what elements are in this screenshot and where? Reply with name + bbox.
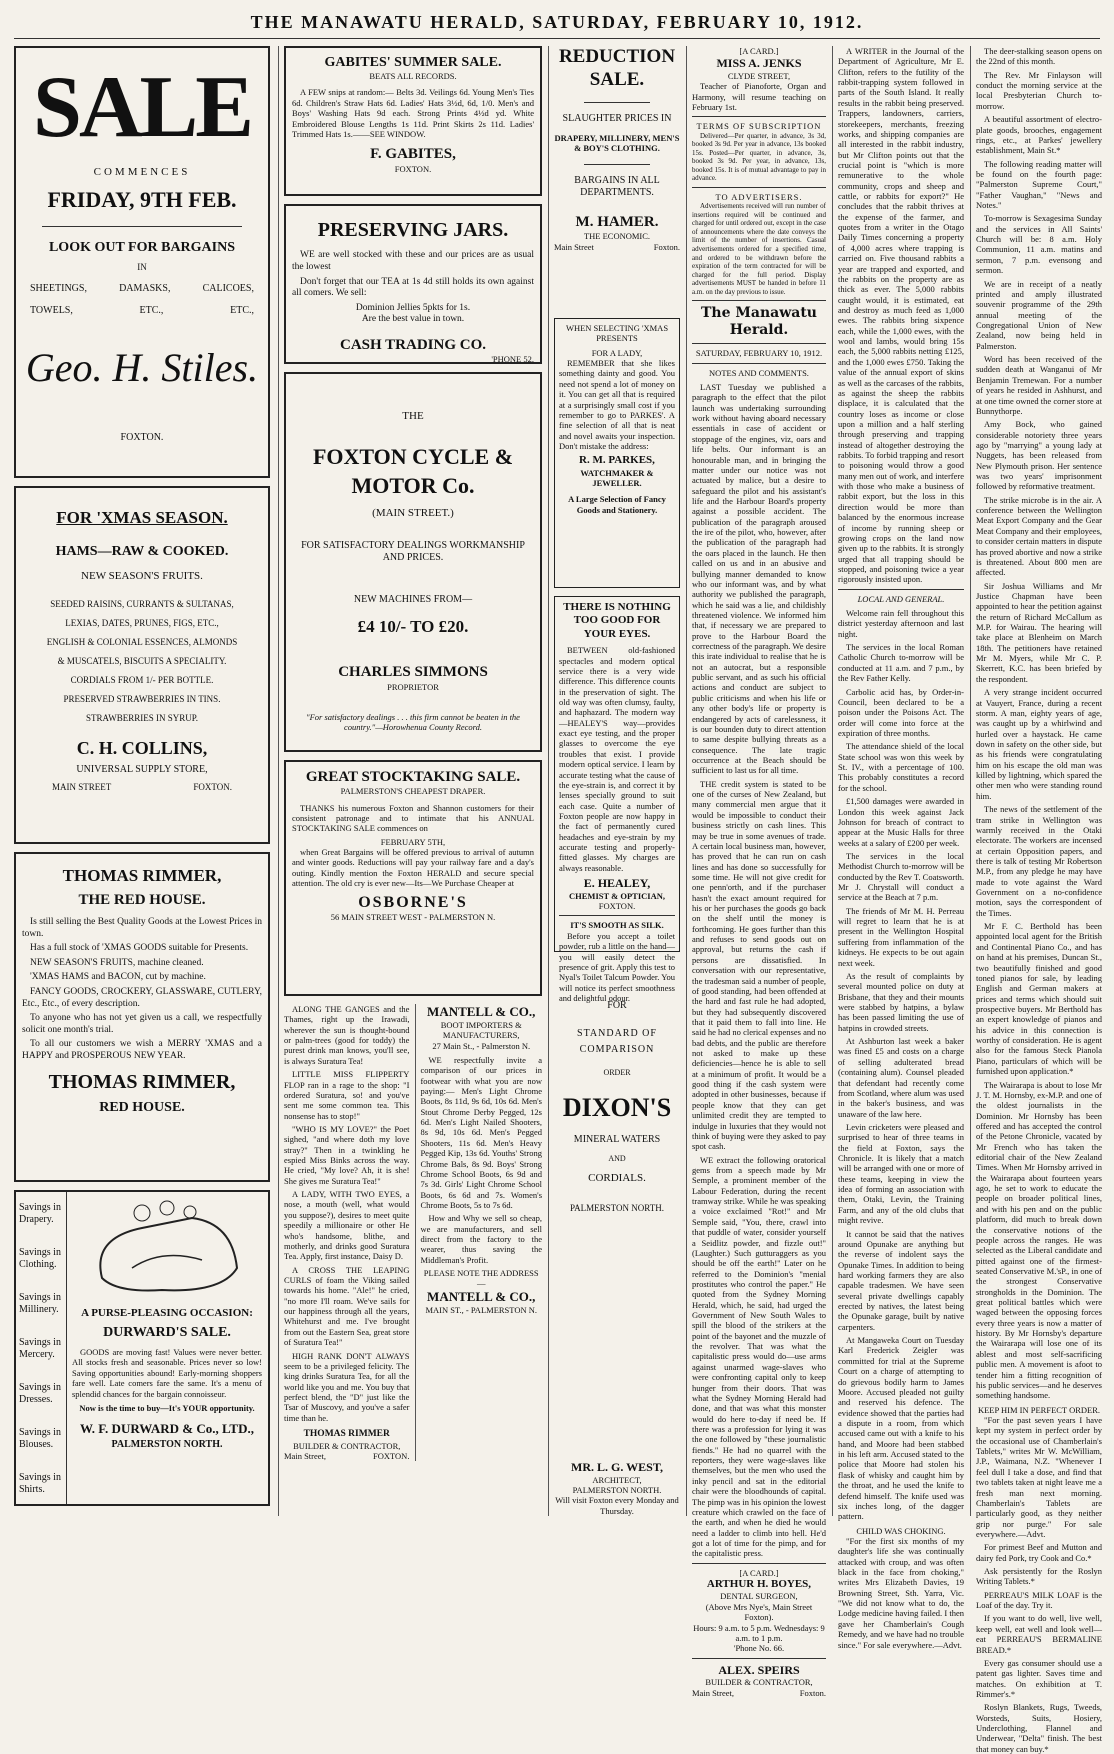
tail-para: Every gas consumer should use a patent gas lighter. Saves time and matches. On exhibition at T. Rimmer's.* (976, 1657, 1102, 1699)
healey-ad (554, 596, 680, 1003)
hamer-ad (554, 46, 680, 318)
rimmer-builder-trade: BUILDER & CONTRACTOR, (293, 1440, 401, 1451)
silk-head: IT'S SMOOTH AS SILK. (570, 920, 664, 931)
column-6 (976, 46, 1102, 1754)
news-para: The news of the settlement of the tram strike in Wellington was warmly received in the Otaki electorate. The workers are incensed at certain Opposition papers, and there is talk of testing Mr Robertson M.P., from any pledge he may have made to vote against the Ward Government on a no-confidence motion, says the correspondent of the Times. (976, 804, 1102, 918)
divider (584, 164, 650, 165)
jenks-body: Teacher of Pianoforte, Organ and Harmony, will resume teaching on February 1st. (692, 81, 826, 113)
boyes-trade: DENTAL SURGEON, (720, 1591, 798, 1602)
healey-trade: CHEMIST & OPTICIAN, (569, 890, 665, 901)
column-1 (14, 46, 270, 1516)
savings-margin (16, 1192, 67, 1504)
cycle-the: THE (402, 410, 424, 422)
collins-name: C. H. COLLINS, (76, 738, 208, 758)
mantell-ad (415, 1004, 542, 1461)
collins-line: CORDIALS FROM 1/- PER BOTTLE. (70, 675, 214, 686)
column-rule (832, 46, 833, 1516)
news-para: The Rev. Mr Finlayson will conduct the morning service at the local Presbyterian Church to-morrow. (976, 69, 1102, 111)
speirs-name: ALEX. SPEIRS (718, 1662, 800, 1677)
item: ETC., (139, 305, 164, 317)
west-trade: ARCHITECT, (592, 1474, 642, 1485)
rimmer-subtitle: THE RED HOUSE. (78, 891, 206, 908)
osborne-title: GREAT STOCKTAKING SALE. (305, 769, 521, 785)
gabites-name: F. GABITES, (370, 146, 456, 163)
mantell-addr-2: MAIN ST., - PALMERSTON N. (425, 1304, 537, 1315)
local-para: £1,500 damages were awarded in London this week against Jack Johnson for breach of contract to appear at the Music Halls for three weeks at a salary of £200 per week. (838, 796, 964, 848)
collins-fruits: NEW SEASON'S FRUITS. (81, 569, 203, 582)
news-para: We are in receipt of a neatly printed and amply illustrated souvenir programme of the 29th annual meeting of the Congregational Union of New Zealand, now being held in Palmerston. (976, 278, 1102, 351)
west-name: MR. L. G. WEST, (571, 1460, 663, 1474)
suratura-para: HIGH RANK DON'T ALWAYS seem to be a privileged felicity. The king drinks Suratura Tea, for all the world like you and me. You buy that perfect blend, the "D" just like the Tsar of Muscovy, and you've a safer time than he. (284, 1350, 410, 1423)
column-rule (548, 46, 549, 1516)
town: FOXTON. (373, 1450, 410, 1461)
news-para: To-morrow is Sexagesima Sunday and the services in All Saints' Church will be: 8 a.m. Holy Communion, 11 a.m. matins and sermon, 7 p.m. evensong and sermon. (976, 213, 1102, 276)
item: TOWELS, (30, 305, 73, 317)
gabites-body: A FEW snips at random:— Belts 3d. Veilings 6d. Young Men's Ties 6d. Children's Straw Hats 6d. Ladies' Hats 3½d, 6d, 1/0. Men's and Boys' Washing Hats 9d each. Strong Prints 4½d yd. White Embroidered Blouse Lengths 1s 11d. Print Skirts 2s 11d. Ladies' Trimmed Hats 1s.——SEE WINDOW. (292, 87, 534, 139)
street: Main Street (554, 241, 594, 252)
coin-purse-illustration (72, 1198, 262, 1298)
item: SHEETINGS, (30, 283, 87, 295)
healey-town: FOXTON. (598, 901, 636, 912)
rabbit-article: A WRITER in the Journal of the Department of Agriculture, Mr E. Clifton, refers to the futility of the rabbit-trapping system followed in parts of the South Island. It really results in the rabbit being preserved. Trappers, landowners, carriers, storekeepers, merchants, freezing works, and shipping companies are all interested in the rabbit industry, but Mr Clifton points out that the crucial point is "which is more remunerative to the whole community, crops and sheep and cattle, or rabbits for export?" He concludes that the rabbit thrives at the expense of the farmer, and quotes from a writer in the Otago Daily Times concerning a property of 4,000 acres where trapping is carried on. Five thousand rabbits a year are trapped and exported, and the rabbits on the property are as thick as ever. The 5,000 rabbits caught would, it is estimated, eat and destroy as much feed as 1,000 ewes. The rabbits bring sixpence each, while the 1,000 ewes, with the wool and lambs, would bring 15s each, the 5,000 rabbits netting £125, and the 1,000 ewes £750. Taking the value of the annual export of skins as well as the carcases of the rabbits, as against the sheep the rabbits displace, it is calculated that the country loses as income or close upon a million and a half sterling through preserving and trapping instead of altogether destroying the rabbits. To forbid trapping and resort to poisoning would throw a good many men out of work, and interfere with those who make a business of rabbit export, but the loss in this direction would be more than balanced by the enormous increase of income by running sheep or growing crops on the land now given up to the rabbits. It is strongly urged that all trapping should be stopped, and poisoning twice a year rigorously insisted upon. (838, 46, 964, 585)
collins-line: ENGLISH & COLONIAL ESSENCES, ALMONDS (46, 637, 238, 648)
collins-title: FOR 'XMAS SEASON. (56, 508, 228, 527)
masthead: THE MANAWATU HERALD, SATURDAY, FEBRUARY 10, 1912. (250, 12, 864, 32)
advertisers-head: TO ADVERTISERS. (715, 191, 803, 202)
rimmer-footer-house: RED HOUSE. (99, 1099, 185, 1115)
col2-bottom-row (284, 1004, 542, 1461)
dixon-cordials: CORDIALS. (588, 1171, 646, 1184)
dixon-standard: STANDARD OF COMPARISON (577, 1028, 657, 1056)
cycle-price: £4 10/- TO £20. (357, 616, 469, 636)
local-para: As the result of complaints by several mounted police on duty at Brisbane, that they and their mounts were stabbed by hatpins, a bylaw has been passed limiting the use of hatpins in crowded streets. (838, 970, 964, 1033)
boyes-name: ARTHUR H. BOYES, (706, 1578, 812, 1591)
west-visit: Will visit Foxton every Monday and Thursday. (555, 1495, 679, 1516)
rimmer-line: To anyone who has not yet given us a call, we respectfully solicit one month's trial. (22, 1013, 262, 1035)
west-ad (554, 1460, 680, 1516)
child-body: "For the first six months of my daughter's life she was continually attacked with croup, and was often black in the face from choking," writes Mrs Elizabeth Davies, 19 Browning Street, Sth. Yarra, Vic. "We did not know what to do, the Lodge medicine having failed. I then gave her Chamberlain's Cough Remedy, and we have had no trouble since." For sale everywhere.—Advt. (838, 1535, 964, 1650)
cycle-quote: "For satisfactory dealings . . . this firm cannot be beaten in the country."—Horowhenua County Record. (306, 711, 520, 733)
mantell-title: MANTELL & CO., (427, 1004, 536, 1019)
news-para: A beautiful assortment of electro-plate goods, brooches, engagement rings, etc., at Parkes' jewellery establishment, Main St.* (976, 114, 1102, 156)
suratura-para: "WHO IS MY LOVE?" the Poet sighed, "and where doth my love stray?" Then in a twinkling he espied Miss Binks across the way. He cried, "My love? Ah, it is she! She gives me Suratura Tea!" (284, 1123, 410, 1186)
healey-body: BETWEEN old-fashioned spectacles and modern optical service there is a very wide difference. This difference counts in the preservation of sight. The old way was often clumsy, faulty, and haphazard. The modern way—HEALEY'S way—provides exact eye testing, and the proper glasses to overcome the eye troubles that exist. I provide modern optical service. I learn by accurate testing what the cause of the eye-strain is, and correct it by lenses specially ground to suit each case. Quite a number of Foxton people are now happy in the fact of permanently cured headaches and eye-strain by my accurate testing and properly-fitted glasses. My charges are always reasonable. (559, 645, 675, 873)
local-para: The attendance shield of the local State school was won this week by St. IV., with a percentage of 100. This probably constitutes a record for the school. (838, 741, 964, 793)
dixon-order: ORDER (603, 1068, 631, 1078)
mantell-note: PLEASE NOTE THE ADDRESS— (423, 1268, 539, 1289)
town: Foxton. (653, 241, 680, 252)
street: Main Street, (284, 1450, 327, 1461)
hamer-economic: THE ECONOMIC. (583, 231, 651, 242)
column-rule (278, 46, 279, 1516)
collins-line: PRESERVED STRAWBERRIES IN TINS. (63, 694, 221, 705)
collins-line: STRAWBERRIES IN SYRUP. (85, 713, 199, 724)
osborne-date: FEBRUARY 5TH, (380, 836, 446, 847)
local-para: Carbolic acid has, by Order-in-Council, been declared to be a poison under the Poisons Act. The order will come into force at the expiration of three months. (838, 686, 964, 738)
news-para: A very strange incident occurred at Vauyert, France, during a recent storm. A man, eighty years of age, was caught up by a whirlwind and hurled over a haystack. He came down in safety on the other side, but as his friends were congratulating him on his escape the old man was killed by lightning, which spared the other men who were standing round him. (976, 687, 1102, 801)
tail-para: For primest Beef and Mutton and dairy fed Pork, try Cook and Co.* (976, 1542, 1102, 1563)
jars-jellies: Dominion Jellies 5pkts for 1s. (355, 302, 471, 313)
news-para: Word has been received of the sudden death at Wanganui of Mr Benjamin Tremewan. For a number of years he resided in Ashhurst, and at one time owned the corner store at Bunnythorpe. (976, 354, 1102, 416)
durward-sale: DURWARD'S SALE. (103, 1324, 231, 1340)
news-para: Mr F. C. Berthold has been appointed local agent for the British and Continental Piano Co., and has on hand at his premises, Duncan St., two beautifully finished and good toned pianos for sale, by leading English and German makers at prices and terms which should suit prospective buyers. Mr Berthold has an expert knowledge of pianos and his advice in this connection is worthy of consideration. He is agent also for the famous Steck Pianola Piano, particulars of which will be furnished upon application.* (976, 921, 1102, 1077)
mantell-addr: 27 Main St., - Palmerston N. (432, 1040, 531, 1051)
rimmer-line: Is still selling the Best Quality Goods at the Lowest Prices in town. (22, 917, 262, 939)
hamer-title: REDUCTION SALE. (558, 46, 676, 90)
osborne-subtitle: PALMERSTON'S CHEAPEST DRAPER. (340, 786, 486, 797)
jenks-street: CLYDE STREET, (727, 70, 791, 81)
collins-address (52, 782, 232, 793)
collins-line: & MUSCATELS, BISCUITS A SPECIALITY. (57, 656, 227, 667)
mantell-body: WE respectfully invite a comparison of our prices in footwear with what you are now paying:— Men's Light Chrome Boots, 8s 11d, 9s 6d, 10s 6d. Men's Stout Chrome Derby Pegged, 12s 6d. Men's Light Nailed Shooters, 8s 9d, 10s 6d. Men's Pegged Shooters, 11s 6d. Men's Heavy Pegged Kip, 13s 6d. Youths' Strong Chrome Bals, 8s 9d. Boys' Strong Chrome School Boots, 6s 9d and 7s 3d. Girls' Light Chrome School Boots, 6s 6d and 7s. Women's Chrome Boots, 5s to 7s 6d. (420, 1054, 542, 1210)
items-row-2 (30, 305, 254, 317)
rimmer-footer-name: THOMAS RIMMER, (48, 1071, 236, 1094)
suratura-column (284, 1004, 409, 1461)
durward-ad (14, 1190, 270, 1506)
mantell-body-2: How and Why we sell so cheap, we are manufacturers, and sell direct from the factory to the wearer, thus saving the Middleman's Profit. (420, 1213, 542, 1265)
dixon-town: PALMERSTON NORTH. (570, 1203, 664, 1213)
dixon-water: MINERAL WATERS (573, 1133, 661, 1145)
dixon-name: DIXON'S (562, 1092, 672, 1122)
savings-item: Savings in Clothing. (19, 1247, 61, 1271)
rimmer-line: To all our customers we wish a MERRY 'XMAS and a HAPPY and PROSPEROUS NEW YEAR. (22, 1039, 262, 1061)
mantell-name: MANTELL & CO., (427, 1288, 536, 1304)
collins-ad (14, 486, 270, 844)
cash-trading-phone: 'PHONE 52. (491, 354, 534, 365)
rimmer-line: NEW SEASON'S FRUITS, machine cleaned. (30, 957, 204, 968)
parkes-body: REMEMBER that she likes something dainty and good. You need not spend a lot of money on it. You can get all that is required at a surprisingly small cost if you remember to go to PARKES'. A fine selection of all that is neat and novel awaits your inspection. Don't mistake the address: (559, 358, 675, 451)
suratura-para: ALONG THE GANGES and the Thames, right up the Irawadi, wherever the sun is thought-bound or palm-trees (good for toddy) the purest drink man knows, you'll see, is always Suratura Tea! (284, 1004, 410, 1066)
column-5 (838, 46, 964, 1650)
cycle-proprietor-name: CHARLES SIMMONS (338, 664, 488, 681)
terms-head: TERMS OF SUBSCRIPTION (696, 121, 822, 132)
street: Main Street, (692, 1687, 735, 1698)
cycle-title: FOXTON CYCLE & MOTOR Co. (312, 444, 514, 498)
gabites-ad (284, 46, 542, 196)
sale-headline: SALE (33, 59, 251, 156)
parkes-lady: FOR A LADY, (591, 347, 643, 358)
tail-para: Roslyn Blankets, Rugs, Tweeds, Worsteds, Suits, Hosiery, Underclothing, Flannel and Underwear, "Delta" finish. The best that money can buy.* (976, 1702, 1102, 1754)
local-para: At Mangaweka Court on Tuesday Karl Frederick Zeigler was committed for trial at the Supreme Court on a charge of attempting to do grievous bodily harm to James Moore. Accused pleaded not guilty and reserved his defence. The evidence showed that the parties had a dispute in a room, from which accused came out with a knife to his hand, and Moore had been stabbed in his left arm. Accused stated to the police that Moore had stolen his flask of whisky and caught him by the throat, and he used the knife to defend himself. The knife used was six inches long, of the dagger pattern. (838, 1335, 964, 1522)
divider (838, 589, 964, 590)
mantell-sub: BOOT IMPORTERS & MANUFACTURERS, (440, 1019, 522, 1041)
savings-item: Savings in Blouses. (19, 1427, 61, 1451)
hamer-slaughter: SLAUGHTER PRICES IN (562, 112, 672, 124)
savings-item: Savings in Shirts. (19, 1472, 61, 1496)
cycle-new: NEW MACHINES FROM— (353, 594, 473, 606)
durward-name: W. F. DURWARD & Co., LTD., (80, 1421, 254, 1437)
tail-para: If you want to do well, live well, keep well, eat well and look well—eat PERREAU'S BERMALINE BREAD.* (976, 1613, 1102, 1655)
boyes-phone: 'Phone No. 66. (733, 1643, 785, 1654)
local-para: The services in the local Methodist Church to-morrow will be conducted by the Rev T. Coatsworth. Mr J. Chrystall will conduct a service at the Beach at 7 p.m. (838, 850, 964, 903)
tail-para: Ask persistently for the Roslyn Writing Tablets.* (976, 1566, 1102, 1587)
item: ETC., (230, 305, 254, 317)
durward-headline: A PURSE-PLEASING OCCASION: (81, 1306, 253, 1319)
parkes-trade: WATCHMAKER & JEWELLER. (580, 467, 654, 489)
notes-para: THE credit system is stated to be one of the curses of New Zealand, but many commercial men argue that it would be impossible to conduct their business strictly on cash lines. This may be true in some avenues of trade. A certain local business man, however, has proved that he can run on cash lines and has done so successfully for some time. He will not give credit for one penn'orth, and if the purchaser hasn't the exact amount required for his or her purchases the goods go back on the shelf until the money is forthcoming. He goes further than this and refuses to send goods out on approval, but returns the cash if persons are dissatisfied. In conversation with our representative, the tradesman said a number of people, of good standing, had been offended at the hard and fast rule he had adopted, but they had subsequently discovered that it paid them to fall into line. He said he had no clerical expenses and no bad debts, and the public are therefore not asked to make up these deficiencies—hence he is able to sell at a minimum of profit. It would be a good thing if the cash system were adopted in other businesses, because if people know that they can get unlimited credit they are tempted to indulge in luxuries that they would not think of buying were they asked to pay spot cash. (692, 778, 826, 1152)
item: DAMASKS, (119, 283, 171, 295)
jars-best: Are the best value in town. (361, 314, 465, 325)
cycle-proprietor: PROPRIETOR (387, 681, 439, 692)
kept-head: KEEP HIM IN PERFECT ORDER. (977, 1404, 1101, 1415)
osborne-name: OSBORNE'S (358, 893, 468, 911)
town: Foxton. (799, 1687, 826, 1698)
news-para: The deer-stalking season opens on the 22nd of this month. (976, 46, 1102, 67)
cash-trading-name: CASH TRADING CO. (340, 336, 486, 353)
suratura-para: A LADY, WITH TWO EYES, a nose, a mouth (well, what would you suppose?), desires to meet quite speedily a millionaire or other He who's handsome, blithe, and motherly, and drinks good Suratura Tea. Apply, first instance, Daisy D. (284, 1189, 410, 1262)
divider (692, 1563, 826, 1564)
column-rule (686, 46, 687, 1516)
column-3 (554, 46, 680, 1516)
local-para: The services in the local Roman Catholic Church to-morrow will be conducted at 11 a.m. and 7 p.m., by the Rev Father Kelly. (838, 642, 964, 684)
notes-para: LAST Tuesday we published a paragraph to the effect that the pilot launch was undertaking surrounding work without having aboard necessary essentials in case of accident or stoppage of the engines, viz, oars and life belts. Our informant is an honourable man, and in bringing the matter under our notice was not actuated by malice, but a desire to safeguard the pilot and his assistant's life and the Harbour Board's property against a possible accident. The publication of the paragraph aroused the ire of the pilot, who, however, after the publication of the paragraph had the oars placed in the launch. He then called on us and in an abusive and bullying manner demanded to know who our informant was, and by what authority we published the paragraph, which he said was a lie, and childishly threatened violence. We informed him that, if necessary we are prepared to prove to the Harbour Board the correctness of the paragraph. We desire this irate individual to realise that he is not an autocrat, but a responsible public servant, and as such his official actions and conduct are subject to public criticisms and when his life or any other body's life or property is endangered by acts of carelessness, it is our bounden duty to direct attention to same despite bullying threats as a consequence. The late tragic occurrence at the Beach should be sufficient to last us for all time. (692, 382, 826, 776)
local-para: At Ashburton last week a baker was fined £5 and costs on a charge of selling adulterated bread (containing alum). Counsel pleaded that defendant had recently come from Scotland, where alum was used in the baker's business, and was unaware of the law here. (838, 1036, 964, 1119)
column-4 (692, 46, 826, 1698)
savings-item: Savings in Dresses. (19, 1382, 61, 1406)
rimmer-builder-name: THOMAS RIMMER (303, 1429, 390, 1440)
rimmer-line: 'XMAS HAMS and BACON, cut by machine. (30, 972, 206, 983)
town: FOXTON. (120, 432, 164, 444)
local-para: Welcome rain fell throughout this district yesterday afternoon and last night. (838, 608, 964, 639)
news-para: Sir Joshua Williams and Mr Justice Chapman have been appointed to hear the petition against the return of Richard McCallum as M.P. for Wairau. The hearing will take place at Blenheim on March 18th. The petitioners have retained Mr M. Myers, while Mr C. P. Skerrett, K.C. has been briefed by the respondent. (976, 580, 1102, 684)
savings-item: Savings in Millinery. (19, 1292, 61, 1316)
west-town: PALMERSTON NORTH. (572, 1484, 662, 1495)
parkes-ad (554, 318, 680, 588)
parkes-name: R. M. PARKES, (579, 454, 655, 467)
news-para: Amy Bock, who gained considerable notoriety three years ago by "marrying" a young lady at Nuggets, has been released from New Plymouth prison. Her sentence was two years' imprisonment followed by reformative treatment. (976, 419, 1102, 492)
savings-item: Savings in Mercery. (19, 1337, 61, 1361)
jars-tea: Don't forget that our TEA at 1s 4d still holds its own against all comers. We sell: (292, 276, 534, 299)
paper-date: SATURDAY, FEBRUARY 10, 1912. (695, 348, 823, 359)
stiles-signature: Geo. H. Stiles. (25, 344, 259, 390)
notes-head: NOTES AND COMMENTS. (709, 367, 809, 378)
jars-title: PRESERVING JARS. (317, 219, 509, 241)
gabites-town: FOXTON. (394, 163, 432, 174)
kept-body: "For the past seven years I have kept my system in perfect order by the occasional use of Chamberlain's Tablets," writes Mr W. McWilliam, J.P., Waimana, N.Z. "Whenever I feel dull I take a dose, and find that two tablets taken at night leave me a fresh man next morning. Chamberlain's Tablets are particularly good, as they neither grip nor purge." For sale everywhere.—Advt. (976, 1415, 1102, 1539)
dixon-for: FOR (607, 1000, 627, 1011)
card-label: [A CARD.] (739, 46, 779, 56)
healey-name: E. HEALEY, (583, 876, 651, 891)
jars-body: WE are well stocked with these and our prices are as usual the lowest (292, 250, 534, 272)
divider (692, 300, 826, 301)
divider (692, 363, 826, 364)
collins-store: UNIVERSAL SUPPLY STORE, (76, 763, 208, 775)
news-para: The strike microbe is in the air. A conference between the Wellington Meat Export Company and the Gear Meat Company and their employees, to consider certain matters in dispute has proved abortive and now a strike is threatened. About 800 men are affected. (976, 494, 1102, 578)
parkes-head: WHEN SELECTING 'XMAS PRESENTS (565, 323, 669, 344)
savings-item: Savings in Drapery. (19, 1202, 61, 1226)
street: MAIN STREET (52, 782, 112, 793)
local-para: Levin cricketers were pleased and surprised to hear of three teams in the field at Foxton, says the Chronicle. It is likely that a match will be arranged with one or more of these teams, keeping in view the idea of forming an association with them, Otaki, Levin, the Training Farm, and any of the old clubs that might revive. (838, 1121, 964, 1226)
notes-para: WE extract the following oratorical gems from a speech made by Mr Semple, a prominent member of the Labour Federation, during the recent tramway strike. While he was speaking a voice exclaimed "Rot!" and Mr Semple said, "You, there, crawl into that puddle of water, consider yourself a Seidlitz powder, and fizzle out!" (Laughter.) Such gutturaggers as you should be off the earth!" Later on he referred to the Dominion's "menial prostitutes who control the paper." He quoted from the Sydney Morning Herald, which, he said, had urged the Government of New South Wales to spill the blood of the strikers at the point of the bayonet and the muzzle of the revolver. That was what the capitalistic press would do—use arms against unarmed wage-slaves who were confronting capital only to keep hunger from their doors. That was what the Sydney Morning Herald had done, and that was what this monster would do here to-day if need be. If there was a profession for lying it was the one followed by "these journalistic fiends." He had no quarrel with the reporters, they were wage-slaves like themselves, but the men who used the inky pencil and sat in the editorial chair were the bloodhounds of capital. The pimp was in his opinion the lowest creature which crawled on the face of the earth, and when he died he would need a ladder to climb into hell. He'd got a lot of time for the pimp, and for the capitalistic press. (692, 1154, 826, 1559)
divider (559, 915, 675, 916)
durward-now: Now is the time to buy—It's YOUR opportunity. (79, 1402, 255, 1413)
cycle-for: FOR SATISFACTORY DEALINGS WORKMANSHIP AND PRICES. (301, 540, 525, 564)
local-para: It cannot be said that the natives around Opunake are anything but the reverse of indolent says the Opunake Times. In addition to being hard working farmers they are also capable tradesmen. We have seen several private dwellings capably erected by natives, the latest being the Opunake garage, built by native carpenters. (838, 1228, 964, 1332)
foxton-cycle-ad (284, 372, 542, 752)
suratura-para: LITTLE MISS FLIPPERTY FLOP ran in a rage to the shop: "I ordered Suratura, so! and you've sent me some common tea. This nonsense has to stop!" (284, 1069, 410, 1121)
boyes-hours: Hours: 9 a.m. to 5 p.m. Wednesdays: 9 a.m. to 1 p.m. (693, 1622, 825, 1643)
osborne-body-2: when Great Bargains will be offered previous to arrival of autumn and winter goods. Reductions will pay your railway fare and a day's outing. Kindly mention the Foxton HERALD and secure special attention. The old cry is ever new—Its—We Purchase Cheaper at (292, 847, 534, 889)
divider (692, 343, 826, 344)
local-para: The friends of Mr M. H. Perreau will regret to learn that he is at present in the Wellington Hospital suffering from inflammation of the kidneys. He expects to be out again next week. (838, 905, 964, 968)
jenks-name: MISS A. JENKS (716, 56, 802, 71)
column-2 (284, 46, 542, 1516)
sale-date: FRIDAY, 9TH FEB. (47, 187, 237, 213)
collins-hams: HAMS—RAW & COOKED. (55, 543, 229, 559)
dixon-and: AND (608, 1153, 626, 1163)
osborne-address: 56 MAIN STREET WEST - PALMERSTON N. (330, 912, 496, 923)
cash-trading-ad (284, 204, 542, 364)
healey-title: THERE IS NOTHING TOO GOOD FOR YOUR EYES. (563, 601, 671, 640)
parkes-selection: A Large Selection of Fancy Goods and Stationery. (568, 494, 666, 515)
hamer-all: BARGAINS IN ALL DEPARTMENTS. (574, 174, 660, 198)
gabites-title: GABITES' SUMMER SALE. (324, 55, 502, 70)
divider (42, 226, 242, 227)
advertisers-body: Advertisements received will run number of insertions required will be continued and charged for until ordered out, except in the case of announcements where the date conveys the limit of the number of insertions. Casual advertisements ordered for a specified time, and ordered to be withdrawn before the expiration of the term contracted for will be charged for the full period. Display advertisements MUST be handed in before 11 a.m. on the day previous to issue. (692, 202, 826, 296)
hamer-address (554, 242, 680, 252)
boyes-card: [A CARD.] (739, 1567, 779, 1578)
durward-body (72, 1198, 262, 1451)
tail-para: PERREAU'S MILK LOAF is the Loaf of the day. Try it. (976, 1589, 1102, 1611)
child-head: CHILD WAS CHOKING. (856, 1525, 946, 1536)
collins-line: LEXIAS, DATES, PRUNES, FIGS, ETC., (65, 618, 219, 629)
rimmer-ad (14, 852, 270, 1182)
stiles-sale-ad (14, 46, 270, 478)
osborne-body: THANKS his numerous Foxton and Shannon customers for their consistent patronage and to intimate that his ANNUAL STOCKTAKING SALE commences on (292, 802, 534, 834)
gabites-subtitle: BEATS ALL RECORDS. (369, 71, 457, 82)
news-para: The Wairarapa is about to lose Mr J. T. M. Hornsby, ex-M.P. and one of the oldest journalists in the Dominion. Mr Hornsby has been offered and has accepted the control of the Petone Chronicle, vacated by Mr French who has taken the editorial chair of the New Zealand Times. When Mr Hornsby arrived in the Wairarapa about fourteen years ago, he set to work to educate the people on broader political lines, and with his pen and on the public platform, did much to break down the conservative notions of the people across the ranges. He was selected as the Liberal candidate and pitted against one of the firmest-seated Conservative M.'sP., in one of the strongest Conservative strongholds in the Dominion. The great political battles which were waged between the opposing forces every three years is now a matter of history. By Mr Hornsby's departure the Wairarapa will lose one of its ablest and most self-sacrificing public men. A movement is afoot to tender him a fitting recognition of his public services—and he deserves something handsome. (976, 1079, 1102, 1401)
divider (692, 116, 826, 117)
paper-title: The Manawatu Herald. (701, 305, 817, 339)
suratura-para: A CROSS THE LEAPING CURLS of foam the Viking sailed towards his home. "Ale!" he cried, "no more I'll roam. We've sails for our happiness through all the years, Whitehurst and me. I've brought from out the Eastern Sea, great store of Suratura Tea!" (284, 1264, 410, 1348)
lookout-line: LOOK OUT FOR BARGAINS (48, 240, 236, 256)
item: CALICOES, (202, 283, 254, 295)
collins-line: SEEDED RAISINS, CURRANTS & SULTANAS, (50, 599, 234, 610)
divider (584, 102, 650, 103)
durward-town: PALMERSTON NORTH. (111, 1439, 223, 1451)
boyes-addr: (Above Mrs Nye's, Main Street Foxton). (705, 1601, 813, 1623)
cycle-street: (MAIN STREET.) (372, 506, 454, 519)
durward-text: GOODS are moving fast! Values were never better. All stocks fresh and seasonable. Prices never so low! Saving opportunities abound! Early-morning shoppers fare well. Late comers fare the same. It's a menu of splendid chances for the bargain connoisseur. (72, 1347, 262, 1399)
rimmer-line: FANCY GOODS, CROCKERY, GLASSWARE, CUTLERY, Etc., Etc., of every description. (22, 986, 262, 1009)
local-head: LOCAL AND GENERAL. (857, 593, 945, 604)
speirs-address (692, 1688, 826, 1698)
hamer-name: M. HAMER. (575, 213, 659, 230)
news-para: The following reading matter will be found on the fourth page: "Palmerston Supreme Court," "Father Vaughan," "News and Notes." (976, 158, 1102, 211)
divider (692, 187, 826, 188)
terms-body: Delivered—Per quarter, in advance, 3s 3d, booked 3s 9d. Per year in advance, 13s booked 15s. Posted—Per quarter, in advance, 3s, booked 3s 9d. Per year, in advance, 13s, booked 15s. It is of mutual advantage to pay in advance. (692, 131, 826, 183)
masthead-rule (14, 38, 1100, 39)
rimmer-line: Has a full stock of 'XMAS GOODS suitable for Presents. (30, 943, 249, 954)
dixon-ad (554, 960, 680, 1400)
commences-label: COMMENCES (93, 166, 191, 178)
silk-body: Before you accept a toilet powder, rub a little on the hand—you will easily detect the presence of grit. Apply this test to Nyal's Toilet Talcum Powder. You will notice its perfect smoothness and delightful odour. (559, 930, 675, 1003)
divider (692, 1658, 826, 1659)
speirs-trade: BUILDER & CONTRACTOR, (705, 1677, 813, 1688)
rimmer-builder-address (284, 1451, 409, 1461)
town: FOXTON. (193, 782, 232, 793)
in-label: IN (137, 262, 147, 273)
osborne-ad (284, 760, 542, 996)
items-row-1 (30, 283, 254, 295)
column-rule (970, 46, 971, 1516)
hamer-goods: DRAPERY, MILLINERY, MEN'S & BOY'S CLOTHING. (554, 132, 680, 154)
rimmer-title: THOMAS RIMMER, (62, 866, 222, 885)
